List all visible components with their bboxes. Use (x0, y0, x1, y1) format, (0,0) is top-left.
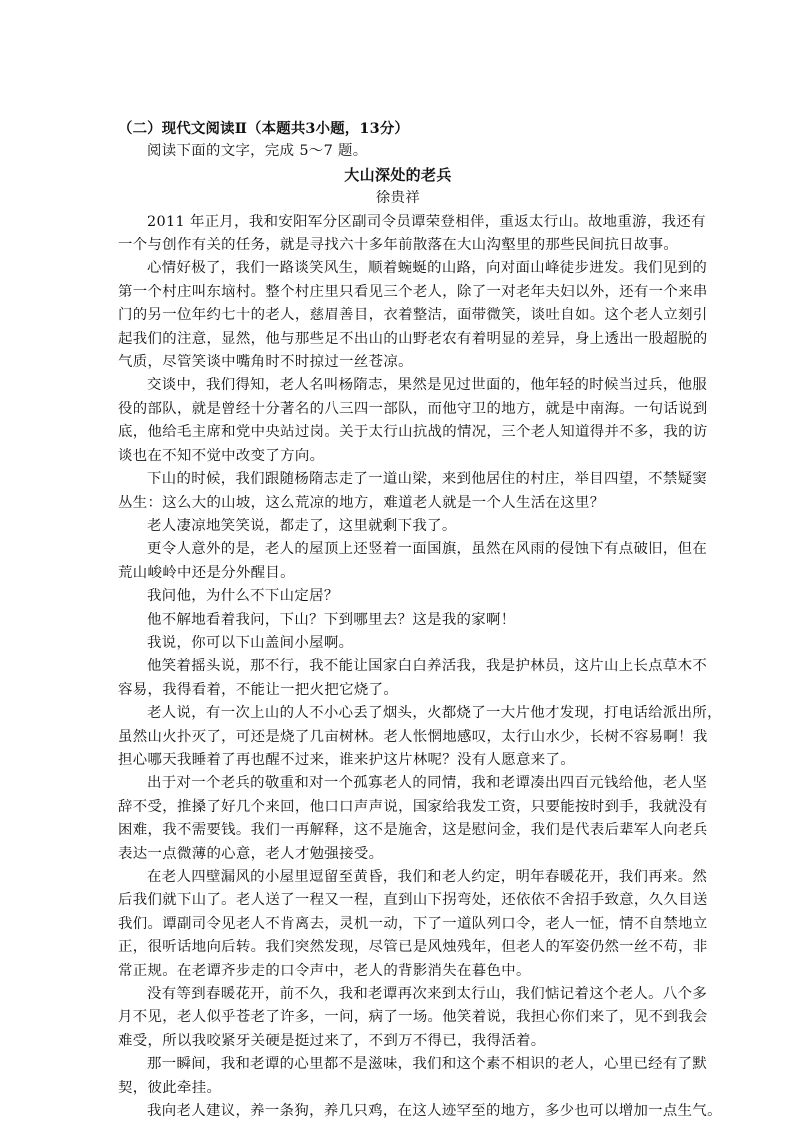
text-line: 2011 年正月，我和安阳军分区副司令员谭荣登相伴，重返太行山。故地重游，我还有 (147, 213, 706, 230)
article-author: 徐贵祥 (375, 190, 421, 207)
text-line: 出于对一个老兵的敬重和对一个孤寡老人的同情，我和老谭凑出四百元钱给他，老人坚 (147, 775, 708, 792)
text-line: 契，彼此牵挂。 (118, 1079, 222, 1096)
text-line: 辞不受，推搡了好几个来回，他口口声声说，国家给我发工资，只要能按时到手，我就没有 (118, 798, 708, 815)
text-line: 常正规。在老谭齐步走的口令声中，老人的背影消失在暮色中。 (118, 962, 531, 979)
text-line: 气质，尽管笑谈中嘴角时不时掠过一丝苍凉。 (118, 354, 413, 371)
text-line: 担心哪天我睡着了再也醒不过来，谁来护这片林呢？没有人愿意来了。 (118, 751, 575, 768)
text-line: 门的另一位年约七十的老人，慈眉善目，衣着整洁，面带微笑，谈吐自如。这个老人立刻引 (118, 307, 708, 324)
text-line: 他不解地看着我问，下山？下到哪里去？这是我的家啊！ (147, 611, 516, 628)
text-line: 正，很听话地向后转。我们突然发现，尽管已是风烛残年，但老人的军姿仍然一丝不苟，非 (118, 939, 708, 956)
text-line: 我说，你可以下山盖间小屋啊。 (147, 634, 354, 651)
text-line: 谈也在不知不觉中改变了方向。 (118, 447, 325, 464)
text-line: 他笑着摇头说，那不行，我不能让国家白白养活我，我是护林员，这片山上长点草木不 (147, 658, 708, 675)
section-heading: （二）现代文阅读Ⅱ（本题共3小题，13分） (118, 120, 410, 137)
text-line: 没有等到春暖花开，前不久，我和老谭再次来到太行山，我们惦记着这个老人。八个多 (147, 986, 708, 1003)
text-line: 容易，我得看着，不能让一把火把它烧了。 (118, 681, 399, 698)
text-line: 老人说，有一次上山的人不小心丢了烟头，火都烧了一大片他才发现，打电话给派出所， (147, 705, 722, 722)
text-line: 月不见，老人似乎苍老了许多，一问，病了一场。他笑着说，我担心你们来了，见不到我会 (118, 1009, 708, 1026)
text-line: 老人凄凉地笑笑说，都走了，这里就剩下我了。 (147, 517, 457, 534)
text-line: 我们。谭副司令见老人不肯离去，灵机一动，下了一道队列口令，老人一怔，情不自禁地立 (118, 915, 708, 932)
text-line: 后我们就下山了。老人送了一程又一程，直到山下拐弯处，还依依不舍招手致意，久久目送 (118, 892, 708, 909)
text-line: 役的部队，就是曾经十分著名的八三四一部队，而他守卫的地方，就是中南海。一句话说到 (118, 400, 708, 417)
text-line: 底，他给毛主席和党中央站过岗。关于太行山抗战的情况，三个老人知道得并不多，我的访 (118, 424, 708, 441)
text-line: 丛生：这么大的山坡，这么荒凉的地方，难道老人就是一个人生活在这里？ (118, 494, 605, 511)
text-line: 虽然山火扑灭了，可还是烧了几亩树林。老人怅惘地感叹，太行山水少，长树不容易啊！我 (118, 728, 708, 745)
text-line: 我问他，为什么不下山定居？ (147, 588, 339, 605)
text-line: 那一瞬间，我和老谭的心里都不是滋味，我们和这个素不相识的老人，心里已经有了默 (147, 1056, 708, 1073)
text-line: 荒山峻岭中还是分外醒目。 (118, 564, 295, 581)
instruction-text: 阅读下面的文字，完成 5～7 题。 (147, 143, 368, 160)
text-line: 困难，我不需要钱。我们一再解释，这不是施舍，这是慰问金，我们是代表后辈军人向老兵 (118, 822, 708, 839)
text-line: 一个与创作有关的任务，就是寻找六十多年前散落在大山沟壑里的那些民间抗日故事。 (118, 237, 679, 254)
text-line: 起我们的注意，显然，他与那些足不出山的山野老农有着明显的差异，身上透出一股超脱的 (118, 330, 708, 347)
text-line: 在老人四壁漏风的小屋里逗留至黄昏，我们和老人约定，明年春暖花开，我们再来。然 (147, 869, 708, 885)
reading-passage (118, 117, 722, 1123)
text-line: 第一个村庄叫东垴村。整个村庄里只看见三个老人，除了一对老年夫妇以外，还有一个来串 (118, 283, 708, 300)
text-line: 表达一点微薄的心意，老人才勉强接受。 (118, 845, 384, 862)
text-line: 交谈中，我们得知，老人名叫杨隋志，果然是见过世面的，他年轻的时候当过兵，他服 (147, 377, 708, 394)
text-line: 心情好极了，我们一路谈笑风生，顺着蜿蜒的山路，向对面山峰徒步进发。我们见到的 (147, 260, 708, 277)
text-line: 更令人意外的是，老人的屋顶上还竖着一面国旗，虽然在风雨的侵蚀下有点破旧，但在 (147, 541, 708, 558)
text-line: 下山的时候，我们跟随杨隋志走了一道山梁，来到他居住的村庄，举目四望，不禁疑窦 (147, 471, 708, 488)
text-line: 我向老人建议，养一条狗，养几只鸡，在这人迹罕至的地方，多少也可以增加一点生气。 (147, 1103, 722, 1120)
text-line: 难受，所以我咬紧牙关硬是挺过来了，不到万不得已，我得活着。 (118, 1032, 546, 1049)
article-title: 大山深处的老兵 (344, 165, 452, 184)
